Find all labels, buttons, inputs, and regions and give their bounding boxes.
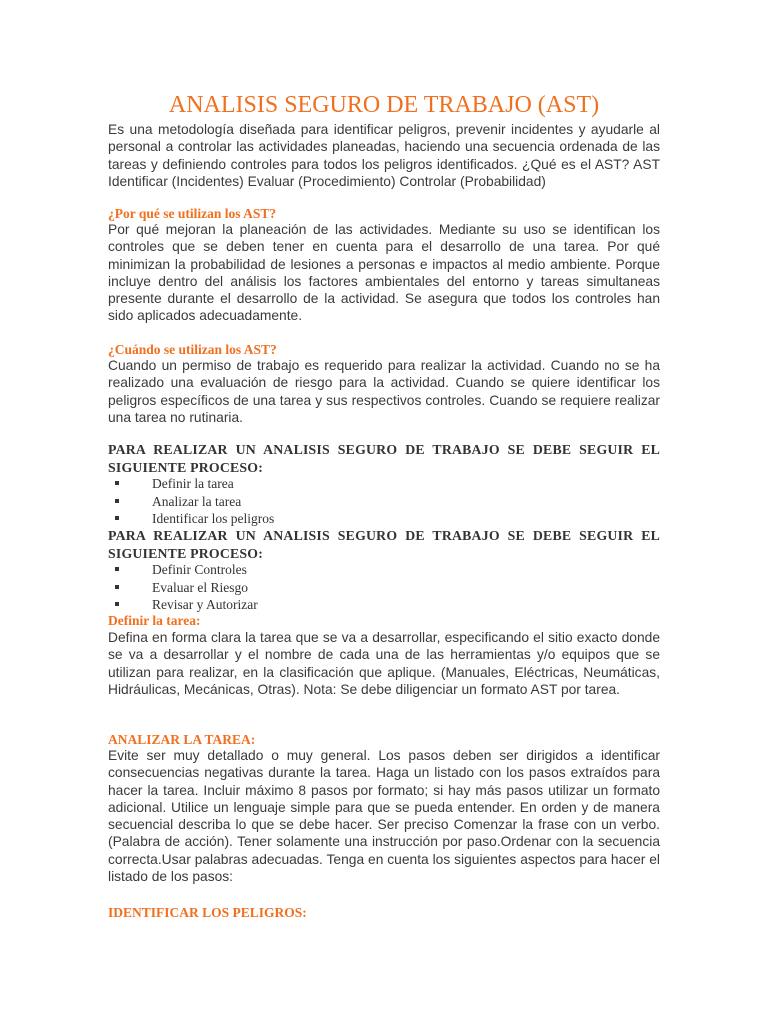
list-item (108, 475, 660, 493)
list-item (108, 596, 660, 614)
list-item (108, 561, 660, 579)
define-task-paragraph: Defina en forma clara la tarea que se va a desarrollar, especificando el sitio exacto donde se va a desarrollar y el nombre de cada una de las herramientas y/o equipos que se utilizan para realizar, en la clasificación que aplique. (Manuales, Eléctricas, Neumáticas, Hidráulicas, Mecánicas, Otras). Nota: Se debe diligenciar un formato AST por tarea. (108, 630, 660, 697)
when-heading: ¿Cuándo se utilizan los AST? (108, 342, 277, 357)
process-steps-2 (108, 561, 660, 614)
identify-hazards-heading: IDENTIFICAR LOS PELIGROS: (108, 905, 307, 920)
list-item (108, 510, 660, 528)
bullet-icon (115, 585, 119, 589)
list-item-label: Evaluar el Riesgo (152, 579, 248, 595)
analyze-task-heading: ANALIZAR LA TAREA: (108, 732, 256, 747)
bullet-icon (115, 567, 119, 571)
document-title: ANALISIS SEGURO DE TRABAJO (AST) (168, 92, 600, 118)
list-item-label: Revisar y Autorizar (152, 597, 258, 612)
process-heading-1: PARA REALIZAR UN ANALISIS SEGURO DE TRABAJO SE DEBE SEGUIR EL SIGUIENTE PROCESO: (108, 442, 660, 475)
list-item (108, 579, 660, 597)
list-item-label: Definir Controles (152, 562, 247, 577)
define-task-heading: Definir la tarea: (108, 613, 201, 628)
list-item (108, 493, 660, 511)
process-steps-1 (108, 475, 660, 528)
why-heading: ¿Por qué se utilizan los AST? (108, 206, 277, 221)
list-item-label: Definir la tarea (152, 476, 234, 491)
analyze-task-paragraph: Evite ser muy detallado o muy general. Los pasos deben ser dirigidos a identificar consecuencias negativas durante la tarea. Haga un listado con los pasos extraídos para hacer la tarea. Incluir máximo 8 pasos por formato; si hay más pasos utilizar un formato adicional. Utilice un lenguaje simple para que se pueda entender. En orden y de manera secuencial describa lo que se debe hacer. Ser preciso Comenzar la frase con un verbo. (Palabra de acción). Tener solamente una instrucción por paso.Ordenar con la secuencia correcta.Usar palabras adecuadas. Tenga en cuenta los siguientes aspectos para hacer el listado de los pasos: (108, 748, 660, 885)
why-paragraph: Por qué mejoran la planeación de las actividades. Mediante su uso se identifican los controles que se deben tener en cuenta para el desarrollo de una tarea. Por qué minimizan la probabilidad de lesiones a personas e impactos al medio ambiente. Porque incluye dentro del análisis los factores ambientales del entorno y tareas simultaneas presente durante el desarrollo de la actividad. Se asegura que todos los controles han sido aplicados adecuadamente. (108, 222, 660, 324)
bullet-icon (115, 499, 119, 503)
process-heading-2: PARA REALIZAR UN ANALISIS SEGURO DE TRABAJO SE DEBE SEGUIR EL SIGUIENTE PROCESO: (108, 528, 660, 561)
list-item-label: Identificar los peligros (152, 511, 275, 526)
bullet-icon (115, 516, 119, 520)
list-item-label: Analizar la tarea (152, 493, 242, 509)
intro-paragraph: Es una metodología diseñada para identificar peligros, prevenir incidentes y ayudarle al personal a controlar las actividades planeadas, haciendo una secuencia ordenada de las tareas y definiendo controles para todos los peligros identificados. ¿Qué es el AST? AST Identificar (Incidentes) Evaluar (Procedimiento) Controlar (Probabilidad) (108, 122, 660, 189)
bullet-icon (115, 481, 119, 485)
bullet-icon (115, 602, 119, 606)
when-paragraph: Cuando un permiso de trabajo es requerido para realizar la actividad. Cuando no se ha realizado una evaluación de riesgo para la actividad. Cuando se quiere identificar los peligros específicos de una tarea y sus respectivos controles. Cuando se requiere realizar una tarea no rutinaria. (108, 358, 660, 425)
